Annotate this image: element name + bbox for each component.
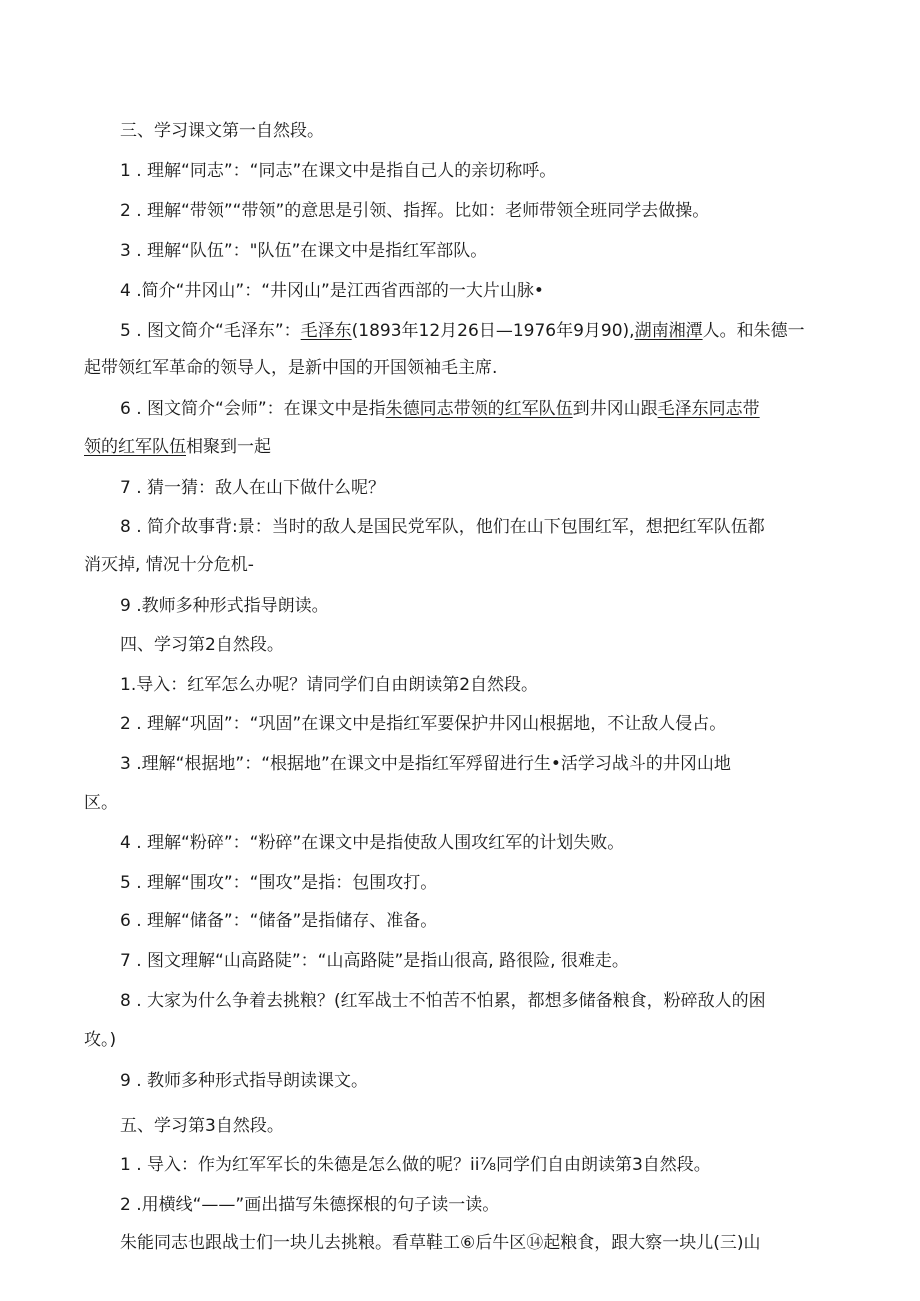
item5-place: 湖南湘潭 (634, 321, 703, 341)
item6-prefix: 6 . 图文简介“会师”：在课文中是指 (120, 399, 386, 419)
s3-item-5-line2: 起带领红军革命的领导人，是新中国的开国领袖毛主席. (84, 358, 498, 378)
s4-item-2: 2 . 理解“巩固”：“巩固”在课文中是指红军要保护井冈山根据地，不让敌人侵占。 (120, 714, 727, 734)
s4-item-1: 1.导入：红军怎么办呢？请同学们自由朗读第2自然段。 (120, 675, 539, 695)
item6-mid: 到井冈山跟 (572, 399, 658, 419)
s3-item-4: 4 .简介“井冈山”：“井冈山”是江西省西部的一大片山脉• (120, 281, 544, 301)
section5-heading: 五、学习第3自然段。 (120, 1116, 284, 1136)
section3-heading: 三、学习课文第一自然段。 (120, 121, 324, 141)
s5-item-1: 1 . 导入：作为红军军长的朱德是怎么做的呢？ii⅞同学们自由朗读第3自然段。 (120, 1155, 711, 1175)
s4-item-5: 5 . 理解“围攻”：“围攻”是指：包围攻打。 (120, 873, 438, 893)
item5-name: 毛泽东 (300, 321, 352, 341)
s3-item-2: 2 . 理解“带领”“带领”的意思是引领、指挥。比如：老师带领全班同学去做操。 (120, 201, 710, 221)
s3-item-5-line1 (120, 319, 880, 343)
item5-dates: (1893年12月26日—1976年9月90), (351, 321, 635, 341)
s4-item-6: 6 . 理解“储备”：“储备”是指储存、准备。 (120, 911, 438, 931)
section4-heading: 四、学习第2自然段。 (120, 635, 284, 655)
item5-rest: 人。和朱德一 (702, 321, 805, 341)
item5-prefix: 5 . 图文简介“毛泽东”： (120, 321, 301, 341)
s3-item-7: 7 . 猜一猜：敌人在山下做什么呢？ (120, 478, 386, 498)
s3-item-8-line1: 8 . 简介故事背:景：当时的敌人是国民党军队，他们在山下包围红军，想把红军队伍都 (120, 517, 765, 537)
s3-item-1: 1 . 理解“同志”：“同志”在课文中是指自己人的亲切称呼。 (120, 161, 557, 181)
s3-item-9: 9 .教师多种形式指导朗读。 (120, 596, 329, 616)
item6-underline-2b: 领的红军队伍 (84, 437, 186, 457)
s4-item-7: 7 . 图文理解“山高路陡”：“山高路陡”是指山很高, 路很险, 很难走。 (120, 951, 629, 971)
s4-item-8-line2: 攻。) (84, 1030, 117, 1050)
s4-item-8-line1: 8 . 大家为什么争着去挑粮？(红军战士不怕苦不怕累，都想多储备粮食，粉碎敌人的困 (120, 991, 766, 1011)
s4-item-9: 9 . 教师多种形式指导朗读课文。 (120, 1071, 369, 1091)
s4-item-3-line1: 3 .理解“根据地”：“根据地”在课文中是指红军殍留进行生•活学习战斗的井冈山地 (120, 754, 731, 774)
s4-item-4: 4 . 理解“粉碎”：“粉碎”在课文中是指使敌人围攻红军的计划失败。 (120, 833, 625, 853)
s4-item-3-line2: 区。 (84, 793, 118, 813)
s3-item-6-line2 (84, 435, 844, 459)
s3-item-3: 3 . 理解“队伍”："队伍”在课文中是指红军部队。 (120, 241, 488, 261)
item6-underline-2a: 毛泽东同志带 (657, 399, 760, 419)
item6-underline-1: 朱德同志带领的红军队伍 (385, 399, 573, 419)
s3-item-8-line2: 消灭掉, 情况十分危机- (84, 555, 254, 575)
s5-item-2: 2 .用横线“——”画出描写朱德探根的句子读一读。 (120, 1195, 500, 1215)
item6-rest: 相聚到一起 (186, 437, 271, 457)
s5-passage: 朱能同志也跟战士们一块儿去挑粮。看草鞋工⑥后牛区⑭起粮食，跟大察一块儿(三)山 (120, 1233, 761, 1253)
s3-item-6-line1 (120, 397, 880, 421)
